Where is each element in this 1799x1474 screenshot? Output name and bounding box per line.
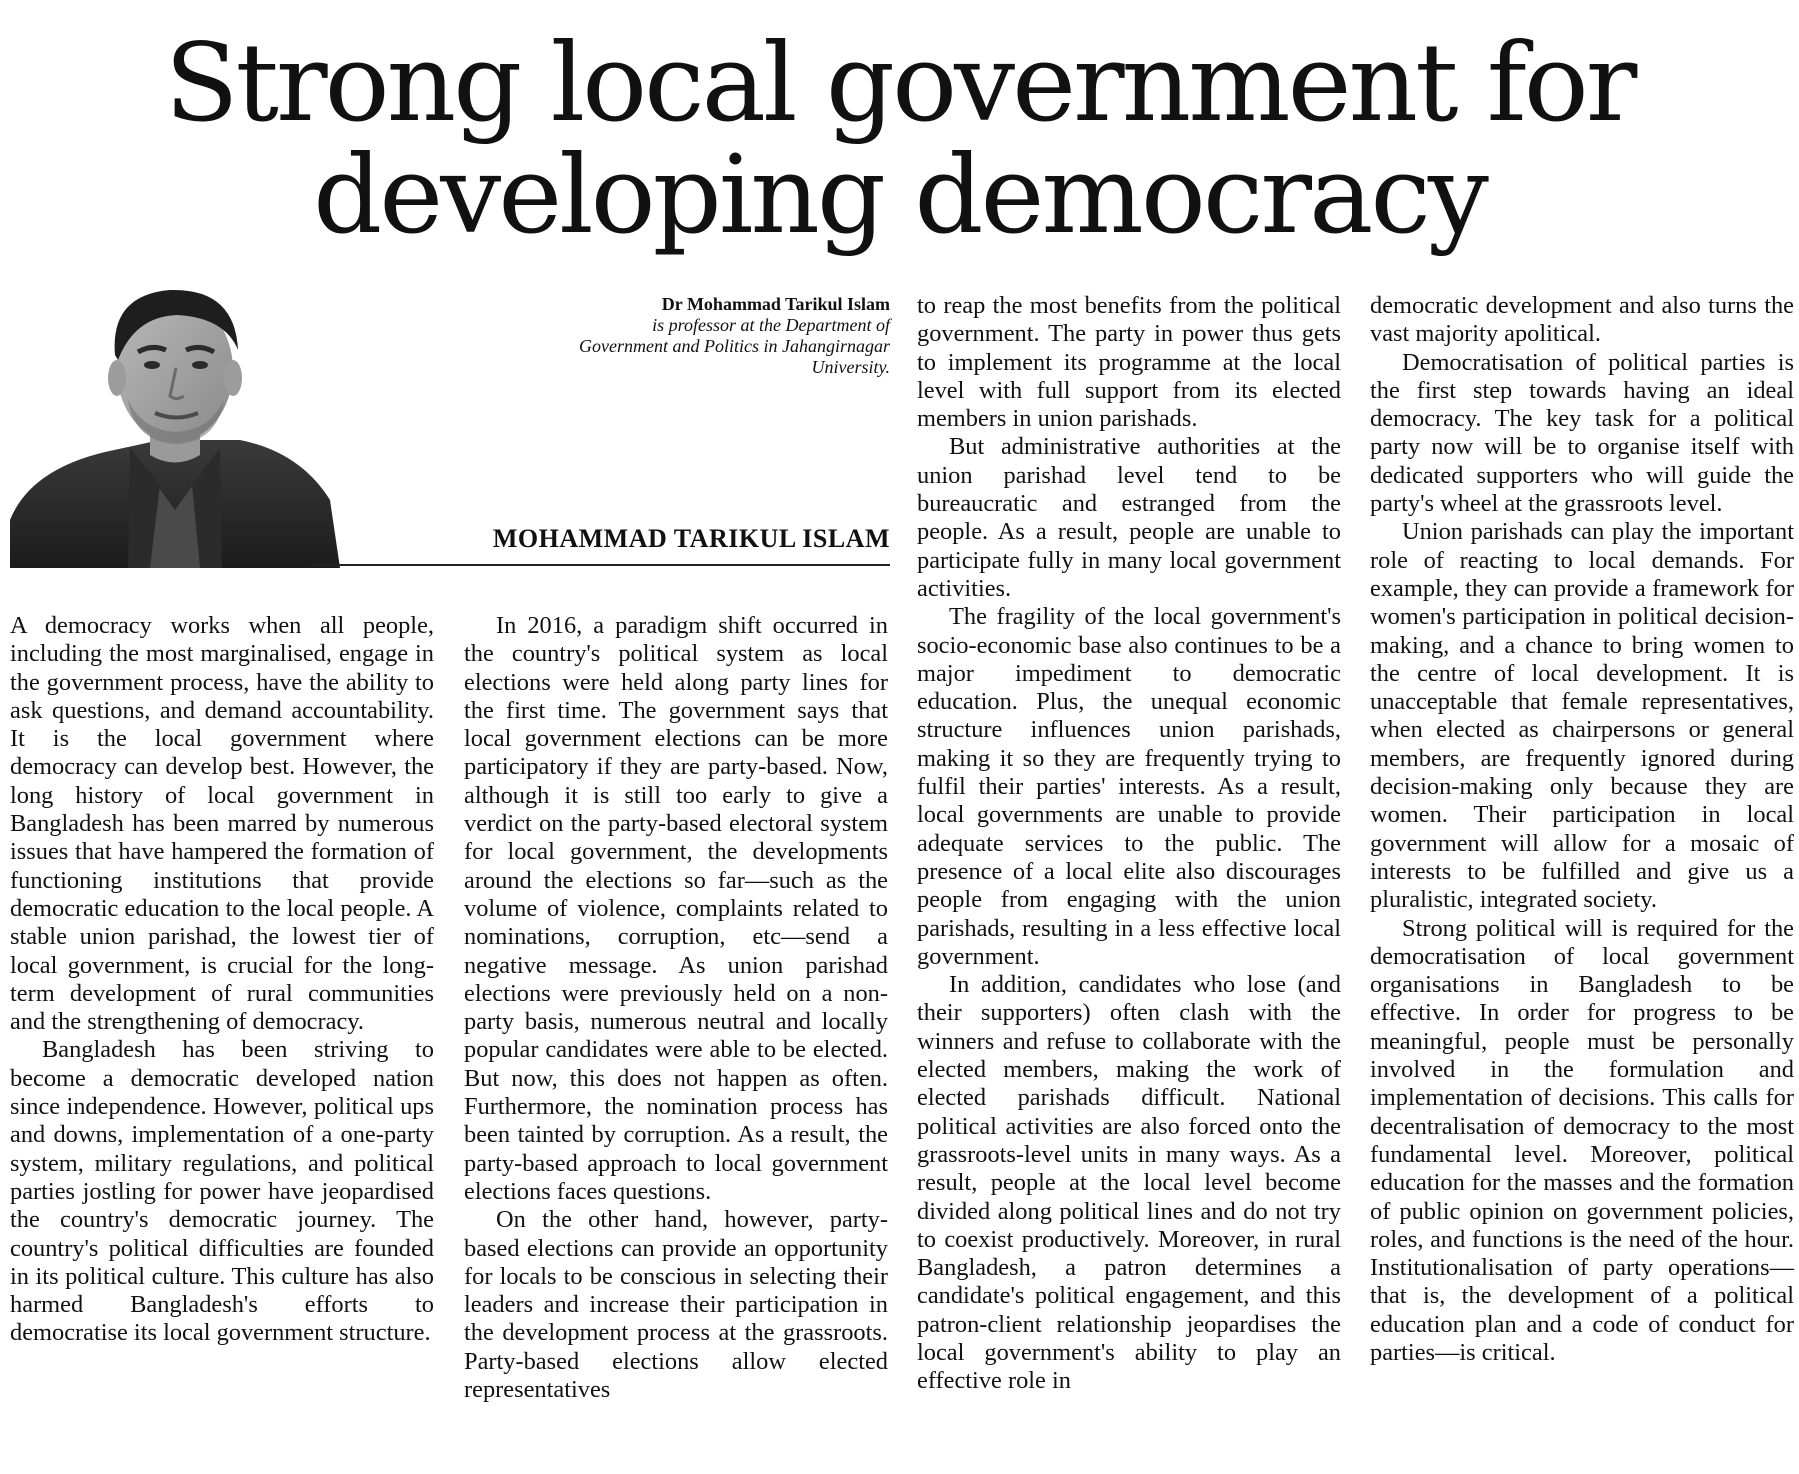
paragraph: Strong political will is required for the democratisation of local government organisations in Bangladesh to be effective. In order for progress to be meaningful, people must be personally involved in the formulation and implementation of decisions. This calls for decentralisation of democracy to the most fundamental level. Moreover, political education for the masses and the formation of public opinion on government policies, roles, and functions is the need of the hour. Institutionalisation of party operations—that is, the development of a political education plan and a code of conduct for parties—is critical.: [1370, 914, 1794, 1366]
article-column-3: [917, 292, 1341, 1396]
article-column-1: [10, 612, 434, 1348]
paragraph: A democracy works when all people, including the most marginalised, engage in the government process, have the ability to ask questions, and demand accountability. It is the local government where democracy can develop best. However, the long history of local government in Bangladesh has been marred by numerous issues that have hampered the formation of functioning institutions that provide democratic education to the local people. A stable union parishad, the lowest tier of local government, is crucial for the long-term development of rural communities and the strengthening of democracy.: [10, 612, 434, 1036]
paragraph: Democratisation of political parties is the first step towards having an ideal democracy. The key task for a political party now will be to organise itself with dedicated supporters who will guide the party's wheel at the grassroots level.: [1370, 348, 1794, 518]
paragraph: Bangladesh has been striving to become a democratic developed nation since independence. However, political ups and downs, implementation of a one-party system, military regulations, and political parties jostling for power have jeopardised the country's democratic journey. The country's political difficulties are founded in its political culture. This culture has also harmed Bangladesh's efforts to democratise its local government structure.: [10, 1036, 434, 1347]
article-column-4: [1370, 292, 1794, 1367]
paragraph: to reap the most benefits from the political government. The party in power thus gets to implement its programme at the local level with full support from its elected members in union parishads.: [917, 292, 1341, 433]
author-portrait-icon: [10, 270, 340, 568]
paragraph: In addition, candidates who lose (and their supporters) often clash with the winners and refuse to collaborate with the elected members, making the work of elected parishads difficult. National political activities are also forced onto the grassroots-level units in many ways. As a result, people at the local level become divided along political lines and do not try to coexist productively. Moreover, in rural Bangladesh, a patron determines a candidate's political engagement, and this patron-client relationship jeopardises the local government's ability to play an effective role in: [917, 971, 1341, 1395]
headline-line-2: developing democracy: [313, 133, 1486, 258]
paragraph: On the other hand, however, party-based elections can provide an opportunity for locals to be conscious in selecting their leaders and increase their participation in the development process at the grassroots. Party-based elections allow elected representatives: [464, 1206, 888, 1404]
paragraph: In 2016, a paradigm shift occurred in the country's political system as local elections were held along party lines for the first time. The government says that local government elections can be more participatory if they are party-based. Now, although it is still too early to give a verdict on the party-based electoral system for local government, the developments around the elections so far—such as the volume of violence, complaints related to nominations, corruption, etc—send a negative message. As union parishad elections were previously held on a non-party basis, numerous neutral and locally popular candidates were able to be elected. But now, this does not happen as often. Furthermore, the nomination process has been tainted by corruption. As a result, the party-based approach to local government elections faces questions.: [464, 612, 888, 1205]
byline: [570, 294, 890, 378]
paragraph: The fragility of the local government's socio-economic base also continues to be a major impediment to democratic education. Plus, the unequal economic structure influences union parishads, making it so they are frequently trying to fulfil their parties' interests. As a result, local governments are unable to provide adequate services to the public. The presence of a local elite also discourages people from engaging with the union parishads, resulting in a less effective local government.: [917, 603, 1341, 970]
paragraph: Union parishads can play the important role of reacting to local demands. For example, they can provide a framework for women's participation in political decision-making, and a chance to bring women to the centre of local development. It is unacceptable that female representatives, when elected as chairpersons or general members, are frequently ignored during decision-making only because they are women. Their participation in local government will allow for a mosaic of interests to be fulfilled and give us a pluralistic, integrated society.: [1370, 518, 1794, 914]
author-name: MOHAMMAD TARIKUL ISLAM: [492, 524, 890, 553]
byline-name: Dr Mohammad Tarikul Islam: [661, 294, 890, 314]
paragraph: democratic development and also turns the vast majority apolitical.: [1370, 292, 1794, 348]
headline: [0, 21, 1799, 258]
article-column-2: [464, 612, 888, 1404]
author-divider: [310, 564, 890, 566]
paragraph: But administrative authorities at the union parishad level tend to be bureaucratic and estranged from the people. As a result, people are unable to participate fully in many local government activities.: [917, 433, 1341, 602]
headline-line-1: Strong local government for: [164, 21, 1635, 146]
byline-description: is professor at the Department of Government and Politics in Jahangirnagar University.: [579, 315, 890, 377]
author-block: [10, 270, 890, 568]
